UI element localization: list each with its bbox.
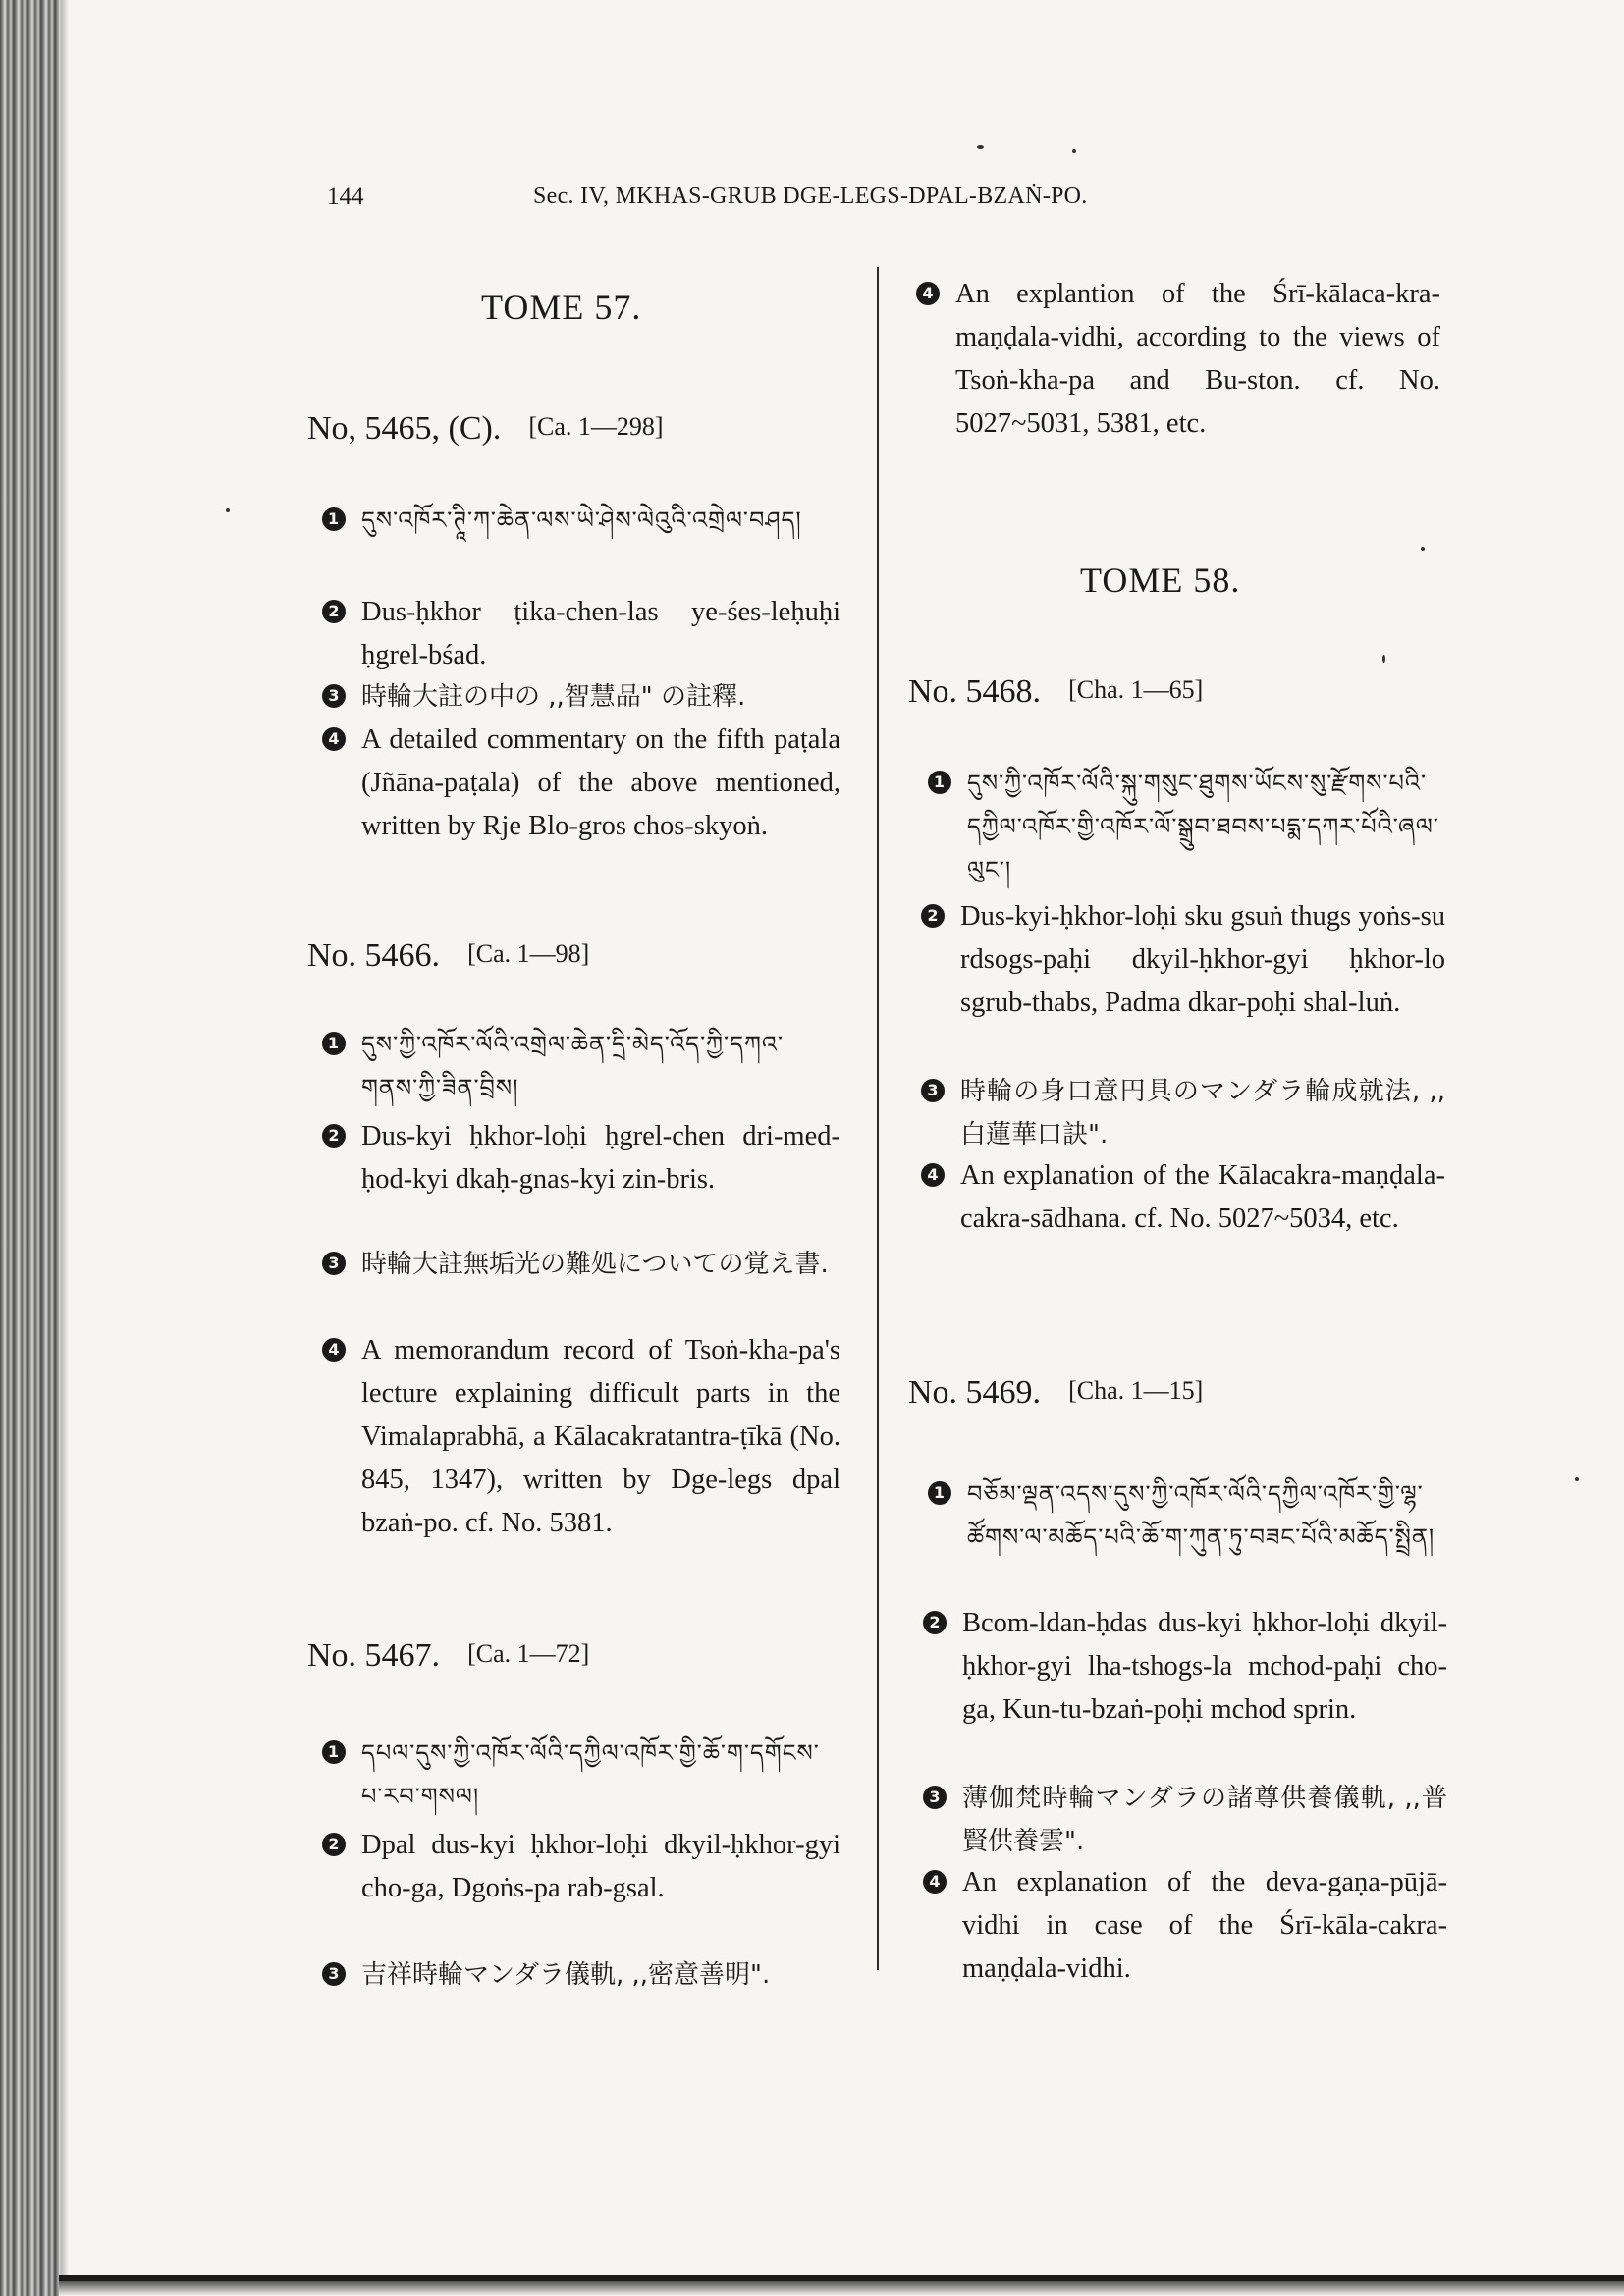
romanized-title: 2 Dpal dus-kyi ḥkhor-loḥi dkyil-ḥkhor-gyi cho-ga, Dgoṅs-pa rab-gsal. bbox=[361, 1824, 840, 1910]
romanized-title: 2 Bcom-ldan-ḥdas dus-kyi ḥkhor-loḥi dkyil-ḥkhor-gyi lha-tshogs-la mchod-paḥi cho-ga, Kun-tu-bzaṅ-poḥi mchod sprin. bbox=[962, 1602, 1447, 1732]
column-divider bbox=[877, 267, 879, 1970]
marker-1: 1 bbox=[322, 1740, 346, 1764]
marker-4: 4 bbox=[322, 727, 346, 751]
continued-english-description: 4 An explantion of the Śrī-kālaca-kra-maṇḍala-vidhi, according to the views of Tsoṅ-kha-pa and Bu-ston. cf. No. 5027~5031, 5381, etc. bbox=[955, 273, 1440, 446]
marker-3: 3 bbox=[322, 684, 346, 708]
marker-2: 2 bbox=[322, 600, 346, 623]
folio-range: [Cha. 1—65] bbox=[1068, 675, 1204, 704]
tibetan-title: 1 དཔལ་དུས་ཀྱི་འཁོར་ལོའི་དཀྱིལ་འཁོར་གྱི་ཆོ་ག་དགོངས་པ་རབ་གསལ། bbox=[361, 1732, 840, 1818]
scan-speck bbox=[1575, 1477, 1579, 1481]
tibetan-title: 1 དུས་ཀྱི་འཁོར་ལོའི་འགྲེལ་ཆེན་དྲི་མེད་འོད་ཀྱི་དཀའ་གནས་ཀྱི་ཟིན་བྲིས། bbox=[361, 1023, 840, 1109]
entry-number-label: No, 5465, (C). bbox=[307, 410, 502, 447]
binding-shadow bbox=[61, 0, 69, 2296]
scan-bottom-shadow bbox=[59, 2281, 1624, 2296]
tome-heading: TOME 58. bbox=[1080, 561, 1241, 600]
entry-number-label: No. 5467. bbox=[307, 1637, 441, 1674]
marker-4: 4 bbox=[921, 1163, 945, 1187]
romanized-title: 2 Dus-ḥkhor ṭika-chen-las ye-śes-leḥuḥi ḥgrel-bśad. bbox=[361, 591, 840, 677]
romanized-title: 2 Dus-kyi-ḥkhor-loḥi sku gsuṅ thugs yoṅs-su rdsogs-paḥi dkyil-ḥkhor-gyi ḥkhor-lo sgrub-thabs, Padma dkar-poḥi shal-luṅ. bbox=[960, 895, 1445, 1025]
entry-number-label: No. 5469. bbox=[908, 1374, 1042, 1411]
marker-3: 3 bbox=[923, 1786, 947, 1809]
marker-4: 4 bbox=[322, 1338, 346, 1362]
scan-speck bbox=[226, 508, 230, 512]
folio-range: [Cha. 1—15] bbox=[1068, 1376, 1204, 1405]
marker-3: 3 bbox=[322, 1962, 346, 1986]
folio-range: [Ca. 1—72] bbox=[467, 1639, 590, 1668]
marker-1: 1 bbox=[322, 1032, 346, 1055]
scan-speck bbox=[977, 145, 984, 149]
scan-speck bbox=[1382, 655, 1385, 663]
entry-number bbox=[908, 1374, 1203, 1412]
english-description: 4 A memorandum record of Tsoṅ-kha-pa's lecture explaining difficult parts in the Vimalaprabhā, a Kālacakratantra-ṭīkā (No. 845, 1347), written by Dge-legs dpal bzaṅ-po. cf. No. 5381. bbox=[361, 1329, 840, 1545]
marker-2: 2 bbox=[923, 1611, 947, 1634]
marker-4: 4 bbox=[916, 282, 940, 305]
entry-number bbox=[307, 1637, 589, 1675]
tibetan-title: 1 བཅོམ་ལྡན་འདས་དུས་ཀྱི་འཁོར་ལོའི་དཀྱིལ་འཁོར་གྱི་ལྷ་ཚོགས་ལ་མཆོད་པའི་ཆོ་ག་ཀུན་ཏུ་བཟང་པོའི་མཆོད་སྤྲིན། bbox=[967, 1472, 1448, 1559]
marker-1: 1 bbox=[928, 1481, 951, 1505]
marker-2: 2 bbox=[921, 904, 945, 928]
page-number: 144 bbox=[327, 184, 364, 210]
scan-speck bbox=[1421, 547, 1425, 551]
japanese-title: 3 時輪の身口意円具のマンダラ輪成就法, ,,白蓮華口訣". bbox=[960, 1070, 1445, 1156]
tibetan-title: 1 དུས་འཁོར་ཊཱི་ཀ་ཆེན་ལས་ཡེ་ཤེས་ལེའུའི་འགྲེལ་བཤད། bbox=[361, 499, 840, 542]
entry-number-label: No. 5466. bbox=[307, 937, 441, 974]
entry-number bbox=[307, 410, 664, 448]
japanese-title: 3 薄伽梵時輪マンダラの諸尊供養儀軌, ,,普賢供養雲". bbox=[962, 1777, 1447, 1863]
romanized-title: 2 Dus-kyi ḥkhor-loḥi ḥgrel-chen dri-med-ḥod-kyi dkaḥ-gnas-kyi zin-bris. bbox=[361, 1115, 840, 1201]
marker-3: 3 bbox=[921, 1079, 945, 1102]
english-description: 4 An explanation of the Kālacakra-maṇḍala-cakra-sādhana. cf. No. 5027~5034, etc. bbox=[960, 1154, 1445, 1241]
entry-number bbox=[307, 937, 589, 975]
marker-2: 2 bbox=[322, 1124, 346, 1148]
entry-number bbox=[908, 673, 1203, 711]
marker-2: 2 bbox=[322, 1833, 346, 1856]
folio-range: [Ca. 1—298] bbox=[528, 412, 664, 441]
book-binding-edge bbox=[0, 0, 61, 2296]
japanese-title: 3 時輪大註無垢光の難処についての覚え書. bbox=[361, 1243, 840, 1286]
entry-number-label: No. 5468. bbox=[908, 673, 1042, 710]
marker-1: 1 bbox=[928, 771, 951, 794]
folio-range: [Ca. 1—98] bbox=[467, 939, 590, 968]
scan-speck bbox=[1072, 149, 1076, 153]
tibetan-title: 1 དུས་ཀྱི་འཁོར་ལོའི་སྐུ་གསུང་ཐུགས་ཡོངས་སུ་རྫོགས་པའི་དཀྱིལ་འཁོར་གྱི་འཁོར་ལོ་སྒྲུབ་ཐབས་པདྨ་དཀར་པོའི་ཞལ་ལུང་། bbox=[967, 762, 1448, 891]
english-description: 4 A detailed commentary on the fifth paṭala (Jñāna-paṭala) of the above mentioned, written by Rje Blo-gros chos-skyoṅ. bbox=[361, 719, 840, 848]
running-title: Sec. IV, MKHAS-GRUB DGE-LEGS-DPAL-BZAṄ-PO. bbox=[533, 184, 1088, 209]
japanese-title: 3 吉祥時輪マンダラ儀軌, ,,密意善明". bbox=[361, 1953, 840, 1997]
marker-3: 3 bbox=[322, 1252, 346, 1275]
marker-4: 4 bbox=[923, 1870, 947, 1894]
tome-heading: TOME 57. bbox=[481, 288, 642, 327]
marker-1: 1 bbox=[322, 507, 346, 531]
english-description: 4 An explanation of the deva-gaṇa-pūjā-vidhi in case of the Śrī-kāla-cakra-maṇḍala-vidhi. bbox=[962, 1861, 1447, 1991]
japanese-title: 3 時輪大註の中の ,,智慧品" の註釋. bbox=[361, 675, 840, 719]
